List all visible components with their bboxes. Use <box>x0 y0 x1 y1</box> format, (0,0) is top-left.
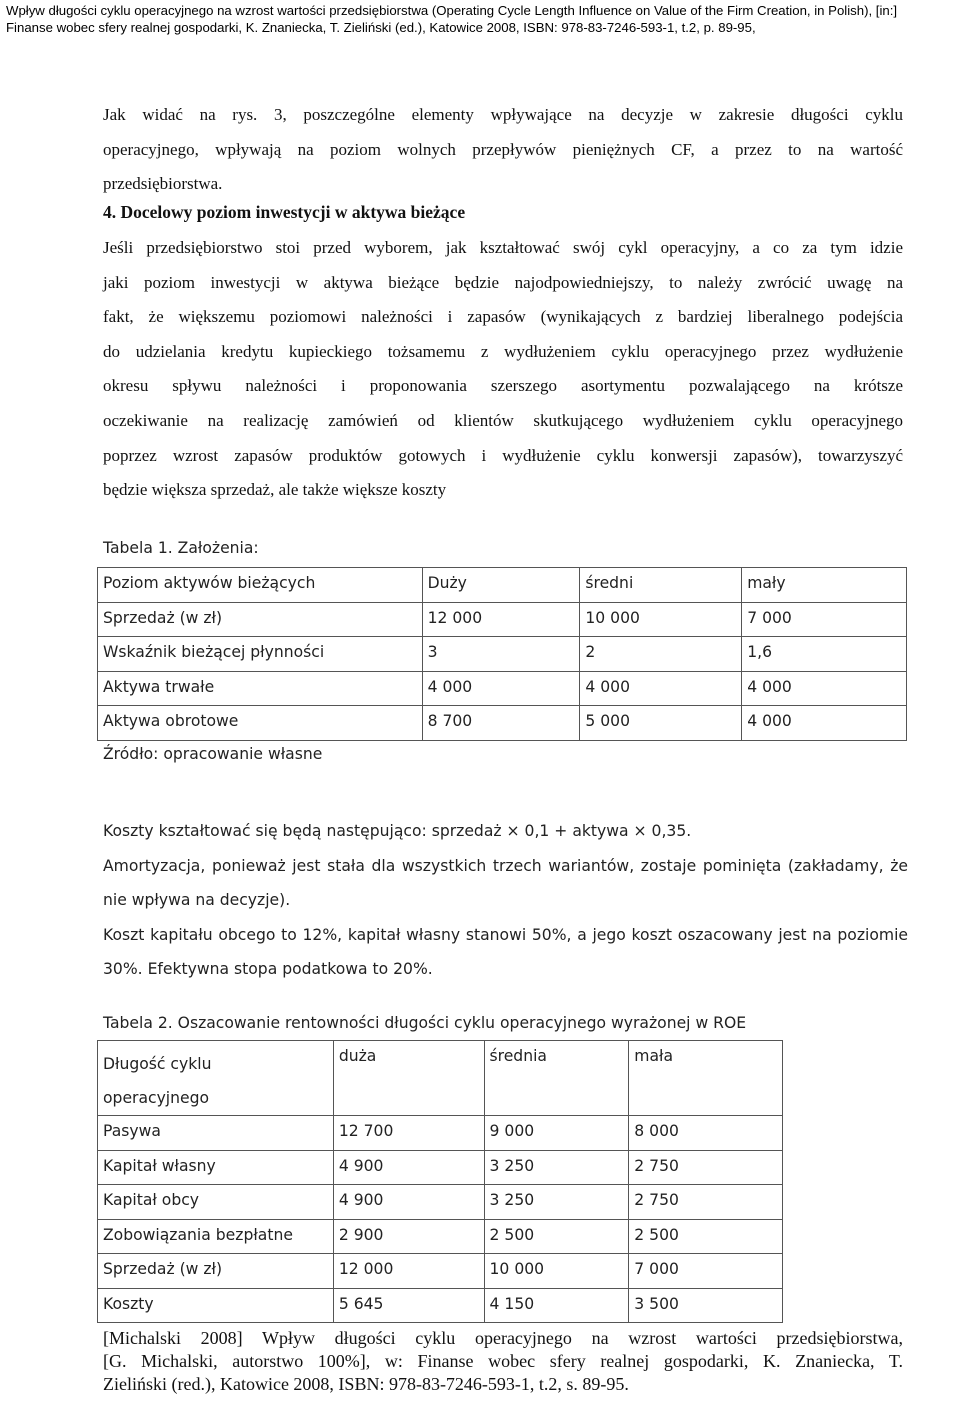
table1-header-row <box>98 568 907 603</box>
table-cell: Wskaźnik bieżącej płynności <box>98 637 423 672</box>
table-cell: 2 <box>580 637 742 672</box>
table-cell: 4 000 <box>742 706 907 741</box>
table-cell: Sprzedaż (w zł) <box>98 1254 334 1289</box>
table-cell: 3 250 <box>484 1185 629 1220</box>
table-cell: 4 000 <box>422 671 580 706</box>
table-row <box>98 1288 783 1323</box>
table-cell: 7 000 <box>629 1254 783 1289</box>
table2-header-cell: mała <box>629 1041 783 1116</box>
table-cell: 8 700 <box>422 706 580 741</box>
table-cell: Koszty <box>98 1288 334 1323</box>
intro-paragraph <box>103 98 903 202</box>
table-cell: 12 700 <box>333 1116 484 1151</box>
intro-line-2: operacyjnego, wpływają na poziom wolnych przepływów pieniężnych CF, a przez to na wartość <box>103 139 903 159</box>
citation-line-1: [Michalski 2008] Wpływ długości cyklu operacyjnego na wzrost wartości przedsiębiorstwa, <box>103 1328 903 1348</box>
table-cell: 2 500 <box>484 1219 629 1254</box>
capital-line-2: 30%. Efektywna stopa podatkowa to 20%. <box>103 960 433 978</box>
table-cell: 9 000 <box>484 1116 629 1151</box>
table-row <box>98 1185 783 1220</box>
table-cell: 2 900 <box>333 1219 484 1254</box>
table1-header-cell: średni <box>580 568 742 603</box>
table2-header-row <box>98 1041 783 1116</box>
section-heading: 4. Docelowy poziom inwestycji w aktywa bieżące <box>103 202 466 222</box>
running-header <box>6 2 956 36</box>
table-cell: 3 500 <box>629 1288 783 1323</box>
section-line-2: jaki poziom inwestycji w aktywa bieżące będzie najodpowiedniejszy, to należy zwrócić uwagę na <box>103 272 903 292</box>
table-cell: Zobowiązania bezpłatne <box>98 1219 334 1254</box>
section-line-3: fakt, że większemu poziomowi należności i zapasów (wynikających z bardziej liberalnego podejścia <box>103 307 903 327</box>
section-line-4: do udzielania kredytu kupieckiego tożsamemu z wydłużeniem cyklu operacyjnego przez wydłużenie <box>103 341 903 361</box>
table-cell: 12 000 <box>422 602 580 637</box>
citation-footer <box>103 1327 903 1396</box>
table1 <box>97 567 907 741</box>
table-row <box>98 1219 783 1254</box>
table1-header-cell: mały <box>742 568 907 603</box>
table-cell: 5 000 <box>580 706 742 741</box>
table-row <box>98 1150 783 1185</box>
assumptions-block <box>103 814 908 987</box>
table-cell: 4 000 <box>742 671 907 706</box>
citation-line-2: [G. Michalski, autorstwo 100%], w: Finanse wobec sfery realnej gospodarki, K. Znaniecka, T. <box>103 1351 903 1371</box>
table1-caption: Tabela 1. Założenia: <box>103 539 259 557</box>
table-cell: Aktywa obrotowe <box>98 706 423 741</box>
table1-header-cell: Poziom aktywów bieżących <box>98 568 423 603</box>
table-cell: Pasywa <box>98 1116 334 1151</box>
table-cell: Aktywa trwałe <box>98 671 423 706</box>
table1-header-cell: Duży <box>422 568 580 603</box>
section-line-6: oczekiwanie na realizację zamówień od klientów skutkującego wydłużeniem cyklu operacyjnego <box>103 410 903 430</box>
table-row <box>98 1116 783 1151</box>
table-cell: 4 000 <box>580 671 742 706</box>
table2-header-cell: Długość cyklu operacyjnego <box>98 1041 334 1116</box>
table-cell: 7 000 <box>742 602 907 637</box>
table-cell: 10 000 <box>580 602 742 637</box>
table2-header-cell: duża <box>333 1041 484 1116</box>
table-cell: 12 000 <box>333 1254 484 1289</box>
intro-line-1: Jak widać na rys. 3, poszczególne elementy wpływające na decyzje w zakresie długości cyklu <box>103 105 903 124</box>
table-cell: 5 645 <box>333 1288 484 1323</box>
citation-line-3: Zieliński (red.), Katowice 2008, ISBN: 978-83-7246-593-1, t.2, s. 89-95. <box>103 1374 629 1394</box>
amortization-line-2: nie wpływa na decyzje). <box>103 891 291 909</box>
table-cell: 4 150 <box>484 1288 629 1323</box>
table-cell: 2 750 <box>629 1185 783 1220</box>
intro-line-3: przedsiębiorstwa. <box>103 174 223 194</box>
table-cell: 8 000 <box>629 1116 783 1151</box>
table2-header-cell: średnia <box>484 1041 629 1116</box>
table-row <box>98 671 907 706</box>
header-line-1: Wpływ długości cyklu operacyjnego na wzrost wartości przedsiębiorstwa (Operating Cycle Length Influence on Value of the Firm Creation, in Polish), [in:] <box>6 3 898 18</box>
section-line-7: poprzez wzrost zapasów produktów gotowych i wydłużenie cyklu konwersji zapasów), towarzyszyć <box>103 445 903 465</box>
header-line-2: Finanse wobec sfery realnej gospodarki, K. Znaniecka, T. Zieliński (ed.), Katowice 2008, ISBN: 978-83-7246-593-1, t.2, p. 89-95, <box>6 20 756 35</box>
capital-line-1: Koszt kapitału obcego to 12%, kapitał własny stanowi 50%, a jego koszt oszacowany jest na poziomie <box>103 925 908 944</box>
table-row <box>98 1254 783 1289</box>
table-cell: 10 000 <box>484 1254 629 1289</box>
section-line-5: okresu spływu należności i proponowania szerszego asortymentu pozwalającego na krótsze <box>103 376 903 396</box>
table-row <box>98 637 907 672</box>
table-cell: Sprzedaż (w zł) <box>98 602 423 637</box>
section-line-1: Jeśli przedsiębiorstwo stoi przed wyborem, jak kształtować swój cykl operacyjny, a co za tym idzie <box>103 238 903 257</box>
table-cell: 3 <box>422 637 580 672</box>
table-cell: 4 900 <box>333 1185 484 1220</box>
table-cell: 3 250 <box>484 1150 629 1185</box>
table1-source: Źródło: opracowanie własne <box>103 745 323 763</box>
amortization-line-1: Amortyzacja, ponieważ jest stała dla wszystkich trzech wariantów, zostaje pominięta (zakładamy, że <box>103 856 908 875</box>
table-cell: 2 500 <box>629 1219 783 1254</box>
table-cell: 2 750 <box>629 1150 783 1185</box>
table-cell: 4 900 <box>333 1150 484 1185</box>
table-cell: Kapitał obcy <box>98 1185 334 1220</box>
table-row <box>98 602 907 637</box>
costs-line: Koszty kształtować się będą następująco: sprzedaż × 0,1 + aktywa × 0,35. <box>103 822 692 840</box>
section-paragraph <box>103 231 903 508</box>
table-cell: Kapitał własny <box>98 1150 334 1185</box>
table-row <box>98 706 907 741</box>
table-cell: 1,6 <box>742 637 907 672</box>
table2-caption: Tabela 2. Oszacowanie rentowności długości cyklu operacyjnego wyrażonej w ROE <box>103 1014 747 1032</box>
section-line-8: będzie większa sprzedaż, ale także większe koszty <box>103 480 447 500</box>
table2 <box>97 1040 783 1323</box>
